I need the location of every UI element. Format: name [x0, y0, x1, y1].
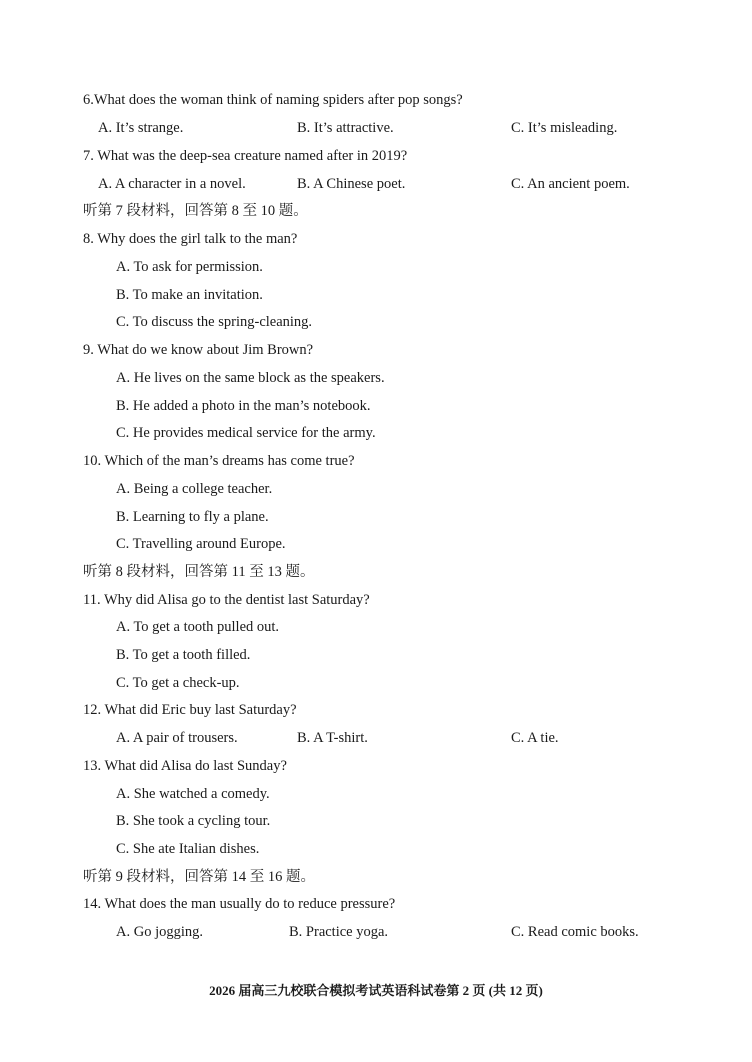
section-7-heading: 听第 7 段材料，回答第 8 至 10 题。: [83, 203, 308, 219]
q13-option-a: A. She watched a comedy.: [116, 786, 270, 802]
q9-option-c: C. He provides medical service for the army.: [116, 425, 376, 441]
q9-option-a: A. He lives on the same block as the speakers.: [116, 370, 385, 386]
question-13-stem: 13. What did Alisa do last Sunday?: [83, 758, 287, 774]
question-10-stem: 10. Which of the man’s dreams has come true?: [83, 453, 355, 469]
q7-option-a: A. A character in a novel.: [98, 176, 246, 192]
page-footer: 2026 届高三九校联合模拟考试英语科试卷第 2 页 (共 12 页): [209, 983, 543, 998]
q11-option-a: A. To get a tooth pulled out.: [116, 619, 280, 635]
q14-option-a: A. Go jogging.: [116, 924, 203, 940]
q12-option-c: C. A tie.: [511, 730, 559, 746]
question-11-stem: 11. Why did Alisa go to the dentist last Saturday?: [83, 592, 370, 608]
q7-option-c: C. An ancient poem.: [511, 176, 630, 192]
q6-option-c: C. It’s misleading.: [511, 120, 618, 136]
q12-option-b: B. A T-shirt.: [297, 730, 368, 746]
q8-option-a: A. To ask for permission.: [116, 259, 263, 275]
q11-option-c: C. To get a check-up.: [116, 675, 240, 691]
q10-option-b: B. Learning to fly a plane.: [116, 509, 269, 525]
section-9-heading: 听第 9 段材料，回答第 14 至 16 题。: [83, 869, 315, 885]
q6-option-b: B. It’s attractive.: [297, 120, 394, 136]
question-12-stem: 12. What did Eric buy last Saturday?: [83, 702, 297, 718]
q13-option-c: C. She ate Italian dishes.: [116, 841, 260, 857]
q13-option-b: B. She took a cycling tour.: [116, 813, 271, 829]
question-8-stem: 8. Why does the girl talk to the man?: [83, 231, 298, 247]
section-8-heading: 听第 8 段材料，回答第 11 至 13 题。: [83, 564, 315, 580]
q8-option-c: C. To discuss the spring-cleaning.: [116, 314, 313, 330]
q8-option-b: B. To make an invitation.: [116, 287, 263, 303]
q10-option-c: C. Travelling around Europe.: [116, 536, 286, 552]
question-6-stem: 6.What does the woman think of naming spiders after pop songs?: [83, 92, 463, 108]
q11-option-b: B. To get a tooth filled.: [116, 647, 251, 663]
q6-option-a: A. It’s strange.: [98, 120, 184, 136]
q7-option-b: B. A Chinese poet.: [297, 176, 406, 192]
question-7-stem: 7. What was the deep-sea creature named after in 2019?: [83, 148, 408, 164]
q12-option-a: A. A pair of trousers.: [116, 730, 238, 746]
q10-option-a: A. Being a college teacher.: [116, 481, 273, 497]
question-9-stem: 9. What do we know about Jim Brown?: [83, 342, 314, 358]
q14-option-b: B. Practice yoga.: [289, 924, 389, 940]
q14-option-c: C. Read comic books.: [511, 924, 639, 940]
q9-option-b: B. He added a photo in the man’s notebook.: [116, 398, 371, 414]
question-14-stem: 14. What does the man usually do to reduce pressure?: [83, 896, 396, 912]
